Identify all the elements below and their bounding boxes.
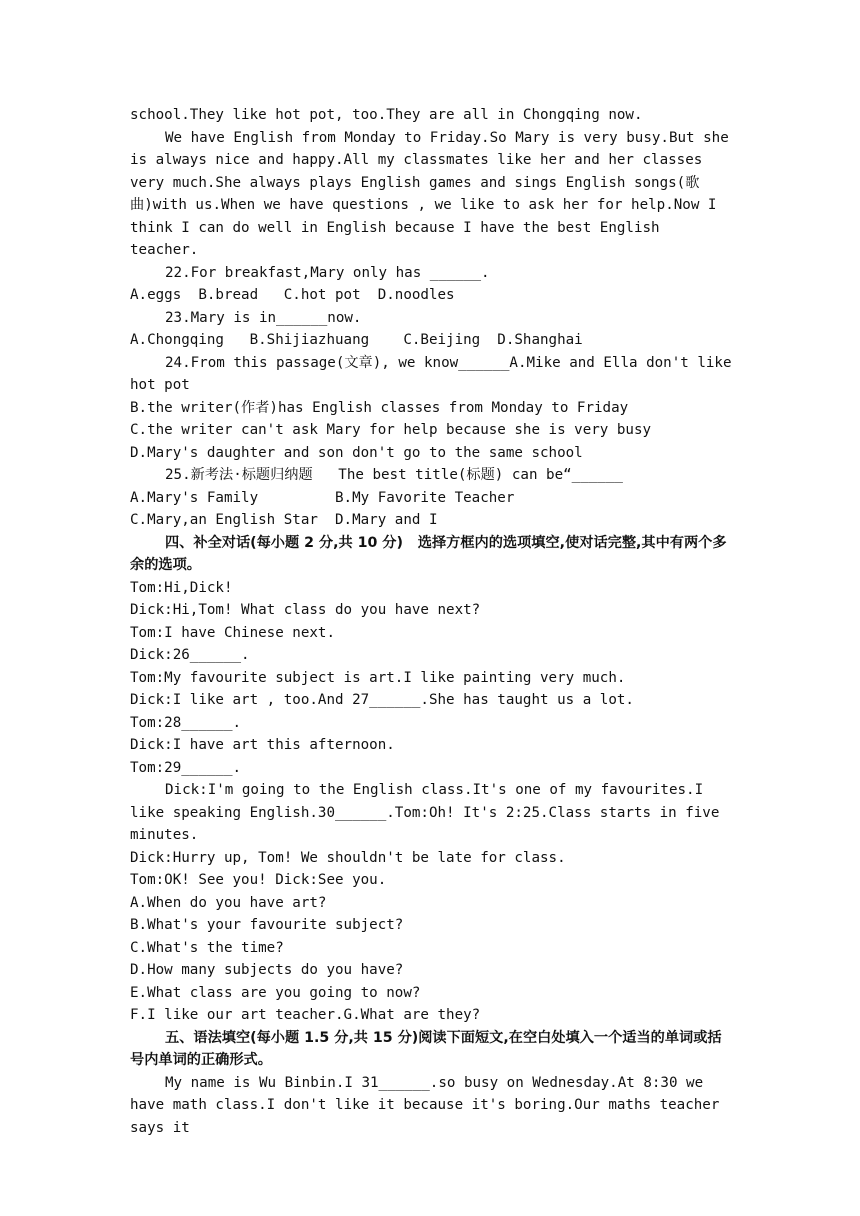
dialogue-option: A.When do you have art? bbox=[130, 894, 327, 911]
passage-tail: school.They like hot pot, too.They are all in Chongqing now. bbox=[130, 107, 643, 123]
dialogue-option: D.How many subjects do you have? bbox=[130, 962, 404, 978]
dialogue-line: Tom:28______. bbox=[130, 714, 242, 731]
question-25-options-cd: C.Mary,an English Star D.Mary and I bbox=[130, 512, 438, 528]
dialogue-line: Tom:OK! See you! Dick:See you. bbox=[130, 872, 387, 888]
question-24-option-b: B.the writer(作者)has English classes from Monday to Friday bbox=[130, 399, 629, 416]
section-4-heading: 四、补全对话(每小题 2 分,共 10 分) 选择方框内的选项填空,使对话完整,其中有两个多余的选项。 bbox=[130, 534, 727, 573]
question-24-option-c: C.the writer can't ask Mary for help because she is very busy bbox=[130, 422, 652, 438]
question-22-options: A.eggs B.bread C.hot pot D.noodles bbox=[130, 287, 455, 303]
dialogue-line: Dick:Hi,Tom! What class do you have next? bbox=[130, 602, 481, 618]
dialogue-line: Dick:I'm going to the English class.It's one of my favourites.I like speaking English.30______.Tom:Oh! It's 2:25.Class starts in five minutes. bbox=[130, 782, 728, 843]
dialogue-line: Dick:I like art , too.And 27______.She has taught us a lot. bbox=[130, 692, 634, 708]
dialogue-option: B.What's your favourite subject? bbox=[130, 917, 404, 933]
question-22: 22.For breakfast,Mary only has ______. bbox=[165, 264, 490, 281]
question-23: 23.Mary is in______now. bbox=[165, 309, 362, 326]
section-5-heading: 五、语法填空(每小题 1.5 分,共 15 分)阅读下面短文,在空白处填入一个适当的单词或括号内单词的正确形式。 bbox=[130, 1029, 722, 1068]
dialogue-line: Tom:29______. bbox=[130, 759, 242, 776]
dialogue-line: Tom:I have Chinese next. bbox=[130, 624, 335, 641]
dialogue-option: F.I like our art teacher.G.What are they? bbox=[130, 1007, 481, 1023]
question-24-option-d: D.Mary's daughter and son don't go to the same school bbox=[130, 444, 583, 461]
document-body bbox=[130, 104, 741, 1139]
section-5-paragraph: My name is Wu Binbin.I 31______.so busy on Wednesday.At 8:30 we have math class.I don't like it because it's boring.Our maths teacher says it bbox=[130, 1074, 728, 1136]
question-25-options-ab: A.Mary's Family B.My Favorite Teacher bbox=[130, 489, 515, 506]
passage-paragraph: We have English from Monday to Friday.So Mary is very busy.But she is always nice and happy.All my classmates like her and her classes very much.She always plays English games and sings English songs(歌曲)with us.When we have questions , we like to ask her for help.Now I think I can do well in English because I have the best English teacher. bbox=[130, 129, 738, 258]
dialogue-option: C.What's the time? bbox=[130, 939, 284, 956]
dialogue-option: E.What class are you going to now? bbox=[130, 984, 421, 1001]
dialogue-line: Dick:26______. bbox=[130, 647, 250, 663]
dialogue-line: Tom:Hi,Dick! bbox=[130, 579, 233, 596]
question-24: 24.From this passage(文章), we know______A.Mike and Ella don't like hot pot bbox=[130, 354, 741, 393]
question-25: 25.新考法·标题归纳题 The best title(标题) can be“______ bbox=[165, 467, 623, 483]
dialogue-line: Tom:My favourite subject is art.I like painting very much. bbox=[130, 669, 626, 686]
dialogue-line: Dick:Hurry up, Tom! We shouldn't be late for class. bbox=[130, 849, 566, 866]
question-23-options: A.Chongqing B.Shijiazhuang C.Beijing D.Shanghai bbox=[130, 332, 583, 348]
dialogue-line: Dick:I have art this afternoon. bbox=[130, 737, 395, 753]
